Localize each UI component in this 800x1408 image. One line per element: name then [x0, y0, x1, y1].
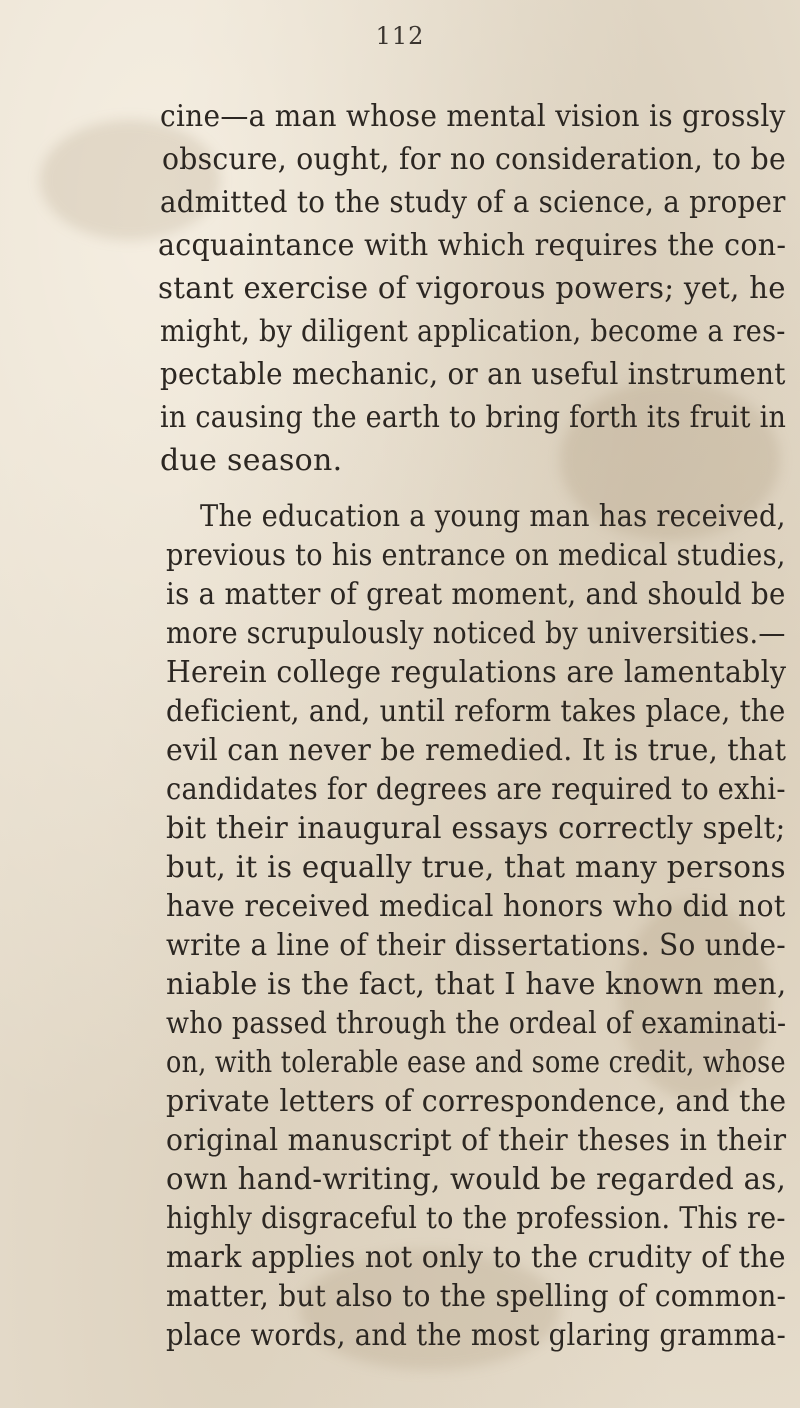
text-line: more scrupulously noticed by universities.—: [166, 616, 786, 651]
text-line: The education a young man has received,: [200, 499, 786, 534]
text-line: have received medical honors who did not: [166, 889, 786, 924]
text-line: mark applies not only to the crudity of the: [166, 1240, 786, 1275]
text-line: evil can never be remedied. It is true, that: [166, 733, 787, 768]
text-line: but, it is equally true, that many persons: [166, 850, 786, 885]
page-number: 112: [375, 22, 425, 50]
text-line: place words, and the most glaring gramma-: [166, 1318, 787, 1353]
text-line: is a matter of great moment, and should be: [166, 577, 786, 612]
text-line: niable is the fact, that I have known men,: [166, 967, 787, 1002]
text-line: in causing the earth to bring forth its fruit in: [160, 400, 787, 435]
text-line: acquaintance with which requires the con-: [158, 228, 787, 263]
text-line: on, with tolerable ease and some credit, whose: [166, 1045, 786, 1080]
text-line: own hand-writing, would be regarded as,: [166, 1162, 786, 1197]
text-line: Herein college regulations are lamentably: [166, 655, 787, 690]
text-line: might, by diligent application, become a res-: [160, 314, 786, 349]
text-line: stant exercise of vigorous powers; yet, he: [158, 271, 786, 306]
text-line: bit their inaugural essays correctly spelt;: [166, 811, 786, 846]
text-line: matter, but also to the spelling of common-: [166, 1279, 787, 1314]
text-line: candidates for degrees are required to exhi-: [166, 772, 786, 807]
paper-stain: [40, 120, 220, 240]
text-line: write a line of their dissertations. So unde-: [166, 928, 786, 963]
text-line: pectable mechanic, or an useful instrument: [160, 357, 786, 392]
text-line: cine—a man whose mental vision is grossly: [160, 99, 786, 134]
text-line: who passed through the ordeal of examinati-: [166, 1006, 787, 1041]
text-line: due season.: [160, 443, 343, 478]
text-line: previous to his entrance on medical studies,: [166, 538, 786, 573]
text-line: deficient, and, until reform takes place, the: [166, 694, 786, 729]
text-line: original manuscript of their theses in their: [166, 1123, 787, 1158]
text-line: admitted to the study of a science, a proper: [160, 185, 786, 220]
text-line: private letters of correspondence, and the: [166, 1084, 787, 1119]
text-line: obscure, ought, for no consideration, to be: [162, 142, 786, 177]
text-line: highly disgraceful to the profession. This re-: [166, 1201, 786, 1236]
